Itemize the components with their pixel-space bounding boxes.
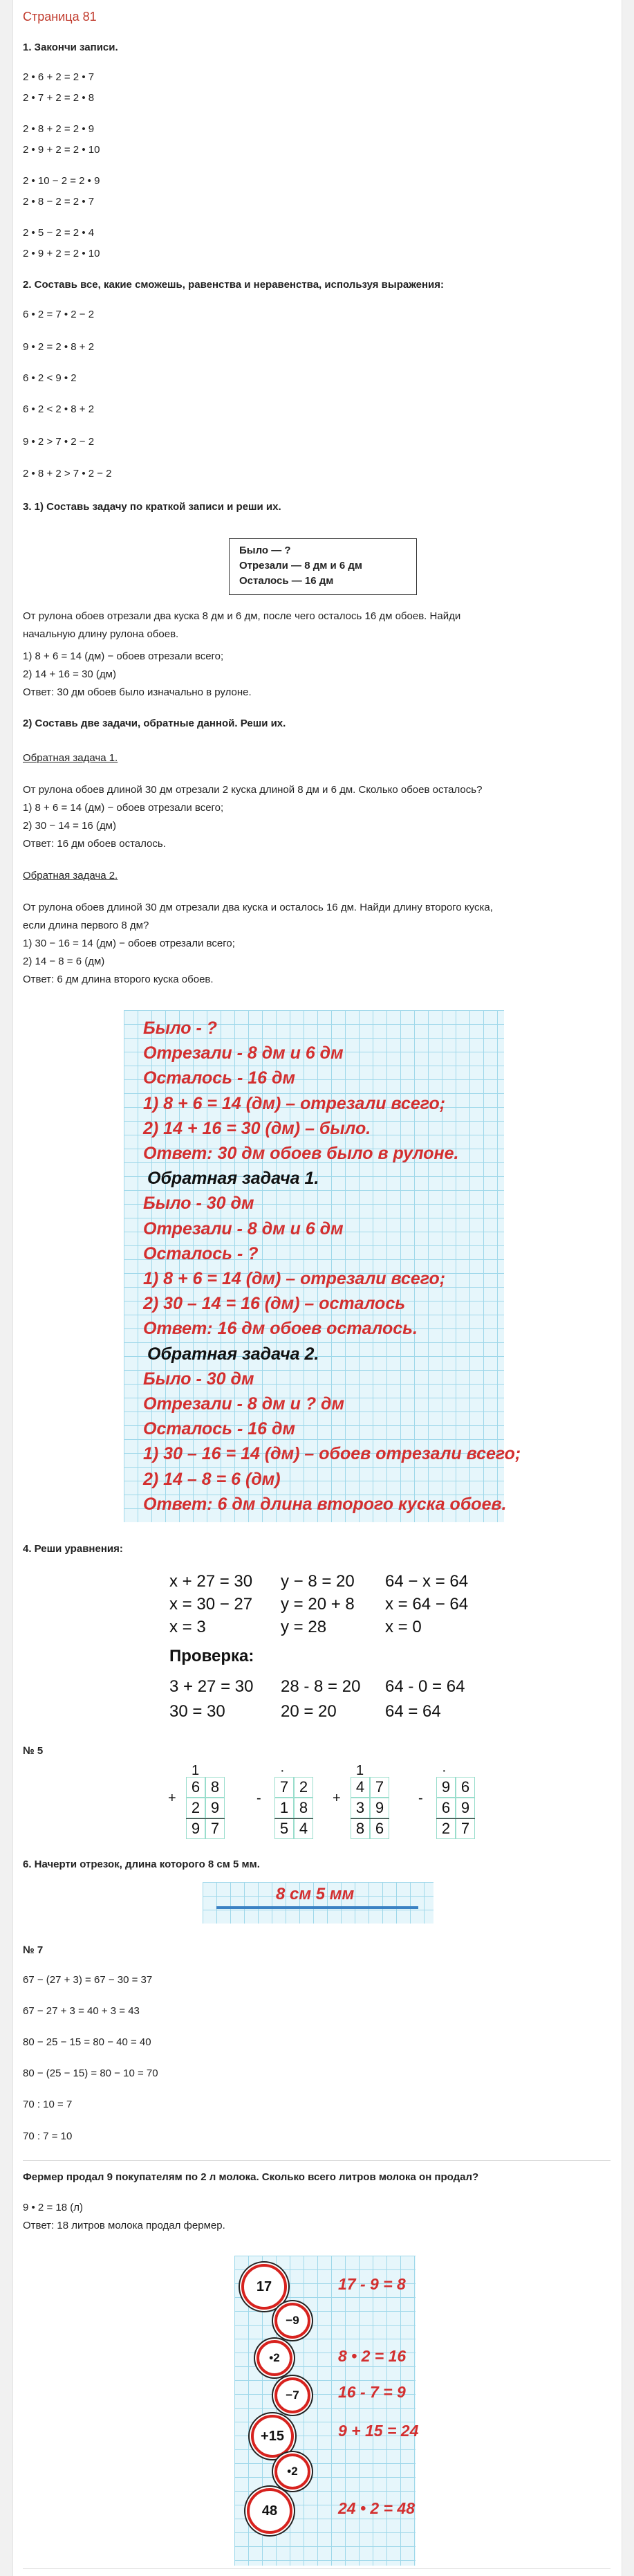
- chain-result: 9 + 15 = 24: [338, 2422, 419, 2440]
- digit-cell: 7: [370, 1777, 389, 1798]
- chain-result: 17 - 9 = 8: [338, 2275, 406, 2293]
- sum-line: [351, 1818, 389, 1819]
- chain-circle: 48: [247, 2488, 292, 2534]
- equation: x = 3: [169, 1618, 206, 1636]
- digit-cell: 3: [351, 1798, 370, 1818]
- digit-cell: 9: [370, 1798, 389, 1818]
- brief-line: Было — ?: [239, 545, 291, 556]
- carry-mark: ·: [280, 1763, 285, 1778]
- notebook-line: Обратная задача 1.: [147, 1169, 319, 1189]
- digit-cell: 2: [186, 1798, 205, 1818]
- notebook-line: Отрезали - 8 дм и 6 дм: [143, 1218, 344, 1239]
- solution-line: Ответ: 30 дм обоев было изначально в рулоне.: [23, 686, 252, 698]
- task1-line: 2 • 8 − 2 = 2 • 7: [23, 196, 95, 208]
- check-equation: 64 = 64: [385, 1702, 441, 1721]
- notebook-line: 2) 14 – 8 = 6 (дм): [143, 1469, 281, 1489]
- equation: x = 0: [385, 1618, 422, 1636]
- chain-circle: 17: [241, 2264, 287, 2310]
- divider: [23, 2568, 610, 2569]
- task7-heading: № 7: [23, 1944, 44, 1956]
- digit-cell: 4: [351, 1777, 370, 1798]
- notebook-line: Отрезали - 8 дм и ? дм: [143, 1394, 344, 1414]
- solution-line: 1) 8 + 6 = 14 (дм) − обоев отрезали всего;: [23, 650, 224, 662]
- solution-line: 2) 14 + 16 = 30 (дм): [23, 668, 116, 680]
- task2-line: 9 • 2 = 2 • 8 + 2: [23, 341, 95, 353]
- digit-cell: 8: [351, 1818, 370, 1839]
- notebook-line: 2) 30 – 14 = 16 (дм) – осталось: [143, 1294, 406, 1314]
- task2-line: 6 • 2 < 9 • 2: [23, 372, 77, 384]
- segment-line: [216, 1906, 418, 1909]
- task5-heading: № 5: [23, 1745, 44, 1757]
- brief-line: Отрезали — 8 дм и 6 дм: [239, 560, 363, 572]
- expression-line: 67 − (27 + 3) = 67 − 30 = 37: [23, 1974, 153, 1986]
- task2-line: 9 • 2 > 7 • 2 − 2: [23, 436, 95, 448]
- notebook-line: Ответ: 30 дм обоев было в рулоне.: [143, 1144, 459, 1163]
- brief-record-box: [229, 538, 417, 595]
- equation: 64 − x = 64: [385, 1572, 469, 1591]
- digit-cell: 6: [456, 1777, 475, 1798]
- notebook-line: Ответ: 6 дм длина второго куска обоев.: [143, 1494, 507, 1514]
- task1-line: 2 • 10 − 2 = 2 • 9: [23, 175, 100, 187]
- equation: y = 28: [281, 1618, 327, 1636]
- task6-heading: 6. Начерти отрезок, длина которого 8 см 5 мм.: [23, 1858, 260, 1870]
- check-label: Проверка:: [169, 1647, 254, 1665]
- divider: [23, 2160, 610, 2161]
- task2-heading: 2. Составь все, какие сможешь, равенства и неравенства, используя выражения:: [23, 279, 445, 291]
- chain-circle: •2: [274, 2454, 310, 2490]
- inverse-task2-line: 1) 30 − 16 = 14 (дм) − обоев отрезали всего;: [23, 938, 235, 949]
- equation: x + 27 = 30: [169, 1572, 253, 1591]
- digit-cell: 7: [205, 1818, 225, 1839]
- notebook-line: Осталось - ?: [143, 1243, 259, 1263]
- notebook-line: Ответ: 16 дм обоев осталось.: [143, 1319, 418, 1339]
- notebook-line: 2) 14 + 16 = 30 (дм) – было.: [143, 1118, 371, 1138]
- segment-label: 8 см 5 мм: [276, 1885, 355, 1903]
- task4-heading: 4. Реши уравнения:: [23, 1543, 123, 1555]
- notebook-line: Осталось - 16 дм: [143, 1068, 295, 1088]
- task1-line: 2 • 6 + 2 = 2 • 7: [23, 71, 95, 83]
- chain-result: 16 - 7 = 9: [338, 2383, 406, 2401]
- expression-line: 80 − (25 − 15) = 80 − 10 = 70: [23, 2067, 158, 2079]
- task1-line: 2 • 9 + 2 = 2 • 10: [23, 144, 100, 156]
- notebook-line: Было - ?: [143, 1018, 218, 1038]
- carry-mark: ·: [442, 1763, 447, 1778]
- equation: y − 8 = 20: [281, 1572, 355, 1591]
- task8-heading: Фермер продал 9 покупателям по 2 л молока. Сколько всего литров молока он продал?: [23, 2171, 479, 2183]
- chain-result: 8 • 2 = 16: [338, 2347, 407, 2365]
- task1-line: 2 • 7 + 2 = 2 • 8: [23, 92, 95, 104]
- digit-cell: 1: [274, 1798, 294, 1818]
- digit-cell: 6: [436, 1798, 456, 1818]
- notebook-line: Отрезали - 8 дм и 6 дм: [143, 1043, 344, 1063]
- digit-cell: 5: [274, 1818, 294, 1839]
- digit-cell: 8: [294, 1798, 313, 1818]
- solution-line: 9 • 2 = 18 (л): [23, 2202, 83, 2213]
- inverse-task2-line: Ответ: 6 дм длина второго куска обоев.: [23, 974, 214, 985]
- problem-text: начальную длину рулона обоев.: [23, 628, 179, 640]
- task2-line: 6 • 2 < 2 • 8 + 2: [23, 403, 95, 415]
- page-title: Страница 81: [23, 10, 97, 24]
- digit-cell: 2: [294, 1777, 313, 1798]
- expression-line: 80 − 25 − 15 = 80 − 40 = 40: [23, 2036, 151, 2048]
- carry-mark: 1: [356, 1763, 364, 1778]
- task1-line: 2 • 9 + 2 = 2 • 10: [23, 248, 100, 259]
- expression-line: 67 − 27 + 3 = 40 + 3 = 43: [23, 2005, 140, 2017]
- inverse-task1-line: Ответ: 16 дм обоев осталось.: [23, 838, 166, 850]
- chain-circle: −9: [274, 2303, 310, 2339]
- chain-result: 24 • 2 = 48: [338, 2499, 416, 2517]
- task3-heading: 3. 1) Составь задачу по краткой записи и реши их.: [23, 501, 281, 513]
- digit-cell: 4: [294, 1818, 313, 1839]
- task1-heading: 1. Закончи записи.: [23, 42, 118, 53]
- solution-line: Ответ: 18 литров молока продал фермер.: [23, 2220, 225, 2231]
- page-sheet: [12, 0, 622, 2576]
- sum-line: [436, 1818, 475, 1819]
- task3-subheading: 2) Составь две задачи, обратные данной. Реши их.: [23, 718, 286, 729]
- inverse-task1-line: 2) 30 − 14 = 16 (дм): [23, 820, 116, 832]
- check-equation: 3 + 27 = 30: [169, 1677, 254, 1696]
- inverse-task2-line: если длина первого 8 дм?: [23, 920, 149, 931]
- expression-line: 70 : 7 = 10: [23, 2130, 73, 2142]
- check-equation: 64 - 0 = 64: [385, 1677, 465, 1696]
- notebook-line: Осталось - 16 дм: [143, 1419, 295, 1439]
- equation: y = 20 + 8: [281, 1595, 355, 1614]
- sum-line: [274, 1818, 313, 1819]
- brief-line: Осталось — 16 дм: [239, 575, 334, 587]
- digit-cell: 7: [274, 1777, 294, 1798]
- digit-cell: 9: [456, 1798, 475, 1818]
- digit-cell: 8: [205, 1777, 225, 1798]
- check-equation: 20 = 20: [281, 1702, 337, 1721]
- digit-cell: 2: [436, 1818, 456, 1839]
- notebook-line: Было - 30 дм: [143, 1369, 254, 1389]
- inverse-task1-line: От рулона обоев длиной 30 дм отрезали 2 куска длиной 8 дм и 6 дм. Сколько обоев осталось?: [23, 784, 483, 796]
- operation-sign: +: [168, 1791, 176, 1806]
- operation-sign: -: [418, 1791, 423, 1806]
- notebook-line: Было - 30 дм: [143, 1194, 254, 1214]
- task2-line: 2 • 8 + 2 > 7 • 2 − 2: [23, 468, 112, 479]
- digit-cell: 6: [186, 1777, 205, 1798]
- sum-line: [186, 1818, 225, 1819]
- equation: x = 30 − 27: [169, 1595, 253, 1614]
- problem-text: От рулона обоев отрезали два куска 8 дм и 6 дм, после чего осталось 16 дм обоев. Найди: [23, 610, 461, 622]
- notebook-line: 1) 8 + 6 = 14 (дм) – отрезали всего;: [143, 1093, 446, 1113]
- chain-circle: •2: [257, 2340, 292, 2376]
- check-equation: 28 - 8 = 20: [281, 1677, 361, 1696]
- carry-mark: 1: [192, 1763, 200, 1778]
- digit-cell: 6: [370, 1818, 389, 1839]
- notebook-line: 1) 30 – 16 = 14 (дм) – обоев отрезали всего;: [143, 1444, 521, 1464]
- operation-sign: -: [257, 1791, 261, 1806]
- check-equation: 30 = 30: [169, 1702, 225, 1721]
- chain-circle: −7: [274, 2377, 310, 2413]
- equation: x = 64 − 64: [385, 1595, 469, 1614]
- chain-circle: +15: [251, 2415, 294, 2458]
- digit-cell: 9: [186, 1818, 205, 1839]
- inverse-task2-title: Обратная задача 2.: [23, 870, 118, 881]
- inverse-task2-line: 2) 14 − 8 = 6 (дм): [23, 956, 105, 967]
- inverse-task1-title: Обратная задача 1.: [23, 752, 118, 764]
- digit-cell: 9: [436, 1777, 456, 1798]
- notebook-line: Обратная задача 2.: [147, 1344, 319, 1364]
- operation-sign: +: [333, 1791, 341, 1806]
- task2-line: 6 • 2 = 7 • 2 − 2: [23, 309, 95, 320]
- digit-cell: 9: [205, 1798, 225, 1818]
- inverse-task1-line: 1) 8 + 6 = 14 (дм) − обоев отрезали всего;: [23, 802, 224, 814]
- inverse-task2-line: От рулона обоев длиной 30 дм отрезали два куска и осталось 16 дм. Найди длину второго куска,: [23, 902, 493, 913]
- notebook-line: 1) 8 + 6 = 14 (дм) – отрезали всего;: [143, 1269, 446, 1288]
- task1-line: 2 • 5 − 2 = 2 • 4: [23, 227, 95, 239]
- expression-line: 70 : 10 = 7: [23, 2099, 73, 2110]
- digit-cell: 7: [456, 1818, 475, 1839]
- task1-line: 2 • 8 + 2 = 2 • 9: [23, 123, 95, 135]
